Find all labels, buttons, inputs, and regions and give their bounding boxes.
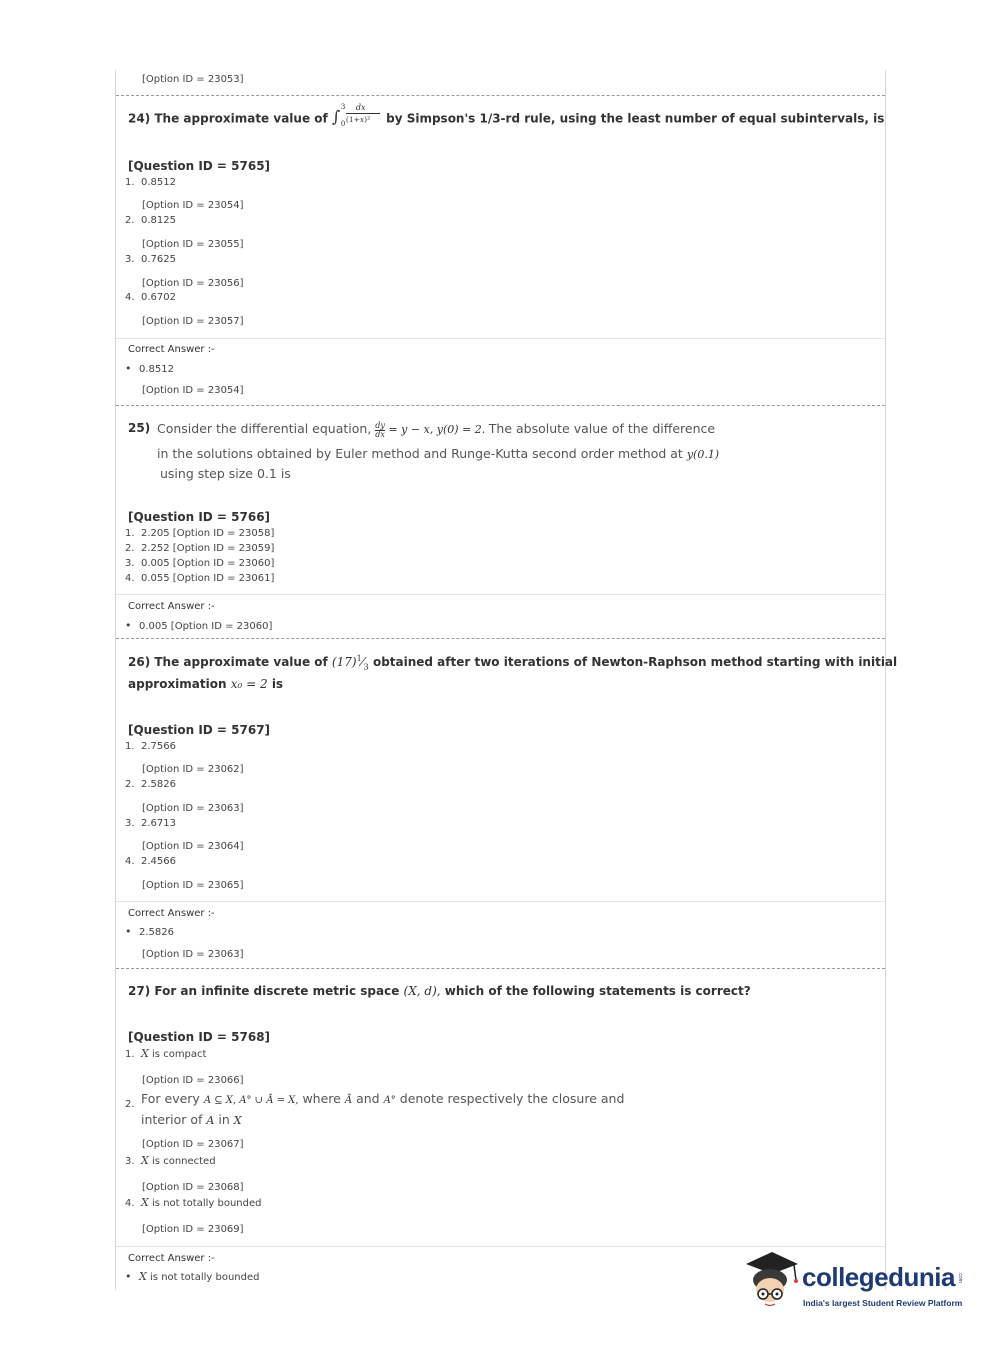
option-3[interactable]: 3. 0.005 [Option ID = 23060]: [125, 558, 275, 569]
integral-expression: ∫ 3 0 dx (1+x)²: [332, 109, 382, 129]
option-4[interactable]: 4. X is not totally bounded: [125, 1196, 262, 1209]
question-26-line-2: approximation x₀ = 2 is: [128, 677, 284, 691]
option-2[interactable]: 2. 2.252 [Option ID = 23059]: [125, 543, 275, 554]
option-id: [Option ID = 23068]: [142, 1182, 244, 1193]
section-divider: [116, 338, 885, 339]
option-id: [Option ID = 23054]: [142, 200, 244, 211]
option-4[interactable]: 4. 0.6702: [125, 292, 176, 303]
brand-logo: collegedunia: [802, 1262, 955, 1292]
option-1[interactable]: 1. X is compact: [125, 1047, 207, 1060]
question-divider: [116, 968, 885, 969]
question-id: [Question ID = 5766]: [128, 510, 271, 524]
question-25-line-1: Consider the differential equation, $\frac{dy}{dx}$ = y − x, y(0) = 2. The absolute value of the difference: [157, 420, 716, 439]
option-id: [Option ID = 23054]: [142, 385, 244, 396]
option-2[interactable]: 2. 0.8125: [125, 215, 176, 226]
option-id: [Option ID = 23067]: [142, 1139, 244, 1150]
correct-answer-label: Correct Answer :-: [128, 601, 215, 612]
section-divider: [116, 901, 885, 902]
option-4[interactable]: 4. 0.055 [Option ID = 23061]: [125, 573, 275, 584]
question-divider: [116, 638, 885, 639]
question-id: [Question ID = 5768]: [128, 1030, 271, 1044]
section-divider: [116, 594, 885, 595]
option-2-number: 2.: [125, 1099, 135, 1110]
correct-answer: • 0.8512: [125, 362, 174, 375]
correct-answer: • 0.005 [Option ID = 23060]: [125, 619, 273, 632]
option-2-line-2: interior of A in X: [141, 1112, 242, 1127]
option-3[interactable]: 3. 0.7625: [125, 254, 176, 265]
question-24-stem: 24) The approximate value of ∫ 3 0 dx (1+x)² by Simpson's 1/3-rd rule, using the least number of equal subintervals, is: [128, 103, 885, 128]
question-26-stem: 26) The approximate value of $(17)^1⁄_3$ obtained after two iterations of Newton-Raphson method starting with initial: [128, 654, 898, 672]
question-divider: [116, 405, 885, 406]
option-1[interactable]: 1. 2.7566: [125, 741, 176, 752]
question-divider: [116, 95, 885, 96]
question-27-stem: 27) For an infinite discrete metric space (X, d), which of the following statements is correct?: [128, 984, 751, 998]
correct-answer: • X is not totally bounded: [125, 1270, 260, 1283]
option-4[interactable]: 4. 2.4566: [125, 856, 176, 867]
option-id: [Option ID = 23057]: [142, 316, 244, 327]
question-25-line-3: using step size 0.1 is: [160, 466, 291, 481]
option-id: [Option ID = 23056]: [142, 278, 244, 289]
question-25-line-2: in the solutions obtained by Euler method and Runge-Kutta second order method at y(0.1): [157, 446, 720, 461]
collegedunia-mascot-icon: [742, 1250, 800, 1314]
option-id: [Option ID = 23063]: [142, 803, 244, 814]
question-25-number: 25): [128, 421, 151, 435]
option-id: [Option ID = 23069]: [142, 1224, 244, 1235]
option-id: [Option ID = 23064]: [142, 841, 244, 852]
option-2[interactable]: For every A ⊆ X, A° ∪ Ā = X, where Ā and A° denote respectively the closure and: [141, 1091, 625, 1106]
correct-answer-label: Correct Answer :-: [128, 1253, 215, 1264]
option-2[interactable]: 2. 2.5826: [125, 779, 176, 790]
question-id: [Question ID = 5767]: [128, 723, 271, 737]
option-id: [Option ID = 23063]: [142, 949, 244, 960]
correct-answer-label: Correct Answer :-: [128, 344, 215, 355]
option-1[interactable]: 1. 0.8512: [125, 177, 176, 188]
option-1[interactable]: 1. 2.205 [Option ID = 23058]: [125, 528, 275, 539]
option-id: [Option ID = 23066]: [142, 1075, 244, 1086]
section-divider: [116, 1246, 885, 1247]
question-id: [Question ID = 5765]: [128, 159, 271, 173]
option-id: [Option ID = 23062]: [142, 764, 244, 775]
brand-tagline: India's largest Student Review Platform: [803, 1298, 963, 1308]
option-id: [Option ID = 23055]: [142, 239, 244, 250]
option-3[interactable]: 3. X is connected: [125, 1154, 216, 1167]
option-id: [Option ID = 23065]: [142, 880, 244, 891]
correct-answer: • 2.5826: [125, 925, 174, 938]
option-3[interactable]: 3. 2.6713: [125, 818, 176, 829]
brand-domain: .com: [957, 1272, 963, 1283]
option-id: [Option ID = 23053]: [142, 74, 244, 85]
correct-answer-label: Correct Answer :-: [128, 908, 215, 919]
